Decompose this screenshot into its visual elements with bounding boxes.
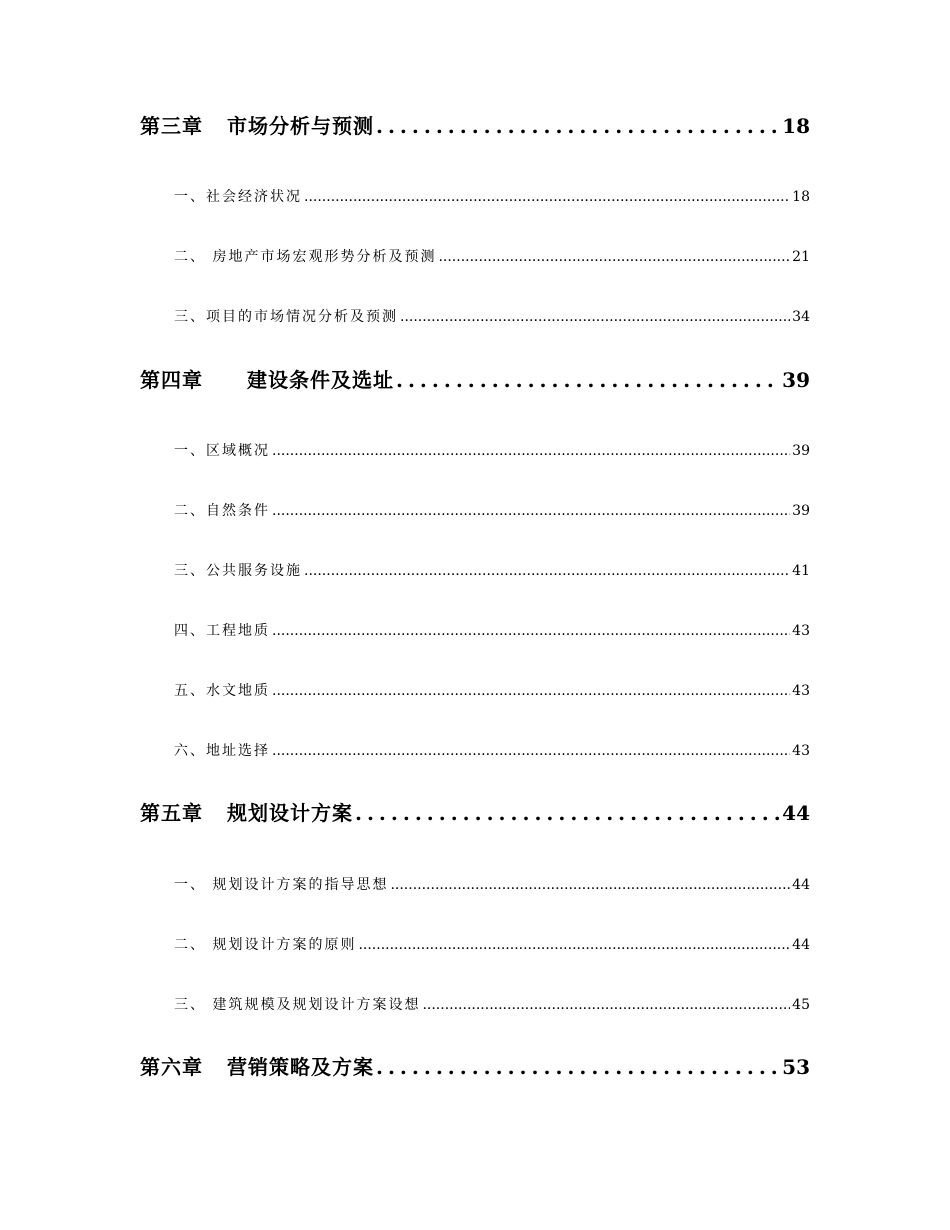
page-number: 39 — [792, 503, 810, 519]
section-label: 二、 规划设计方案的原则 — [174, 937, 357, 953]
section-label: 六、地址选择 — [174, 743, 270, 759]
section-label: 三、项目的市场情况分析及预测 — [174, 309, 398, 325]
chapter-number: 第六章 — [140, 1055, 203, 1079]
toc-section[interactable] — [174, 308, 810, 326]
toc-section[interactable] — [174, 876, 810, 894]
page-number: 43 — [792, 623, 810, 639]
toc-section[interactable] — [174, 936, 810, 954]
toc-chapter-3[interactable] — [140, 114, 810, 138]
dot-leader — [396, 368, 780, 392]
page-number: 18 — [782, 114, 810, 138]
chapter-number: 第三章 — [140, 114, 203, 138]
page-number: 44 — [782, 801, 810, 825]
toc-chapter-5[interactable] — [140, 801, 810, 825]
dot-leader — [376, 114, 780, 138]
toc-chapter-6[interactable] — [140, 1055, 810, 1079]
section-label: 三、 建筑规模及规划设计方案设想 — [174, 997, 421, 1013]
dot-leader — [376, 1055, 780, 1079]
toc-section[interactable] — [174, 442, 810, 460]
chapter-number: 第五章 — [140, 801, 203, 825]
page-number: 21 — [792, 249, 810, 265]
page-number: 39 — [782, 368, 810, 392]
dot-leader — [422, 996, 790, 1014]
page-number: 43 — [792, 683, 810, 699]
dot-leader — [390, 876, 790, 894]
toc-section[interactable] — [174, 188, 810, 206]
dot-leader — [272, 622, 790, 640]
dot-leader — [355, 801, 780, 825]
page-number: 45 — [792, 997, 810, 1013]
page-number: 34 — [792, 309, 810, 325]
toc-section[interactable] — [174, 622, 810, 640]
chapter-number: 第四章 — [140, 368, 203, 392]
page-number: 44 — [792, 877, 810, 893]
dot-leader — [438, 248, 790, 266]
chapter-title: 建设条件及选址 — [247, 368, 394, 392]
chapter-title: 规划设计方案 — [227, 801, 353, 825]
section-label: 四、工程地质 — [174, 623, 270, 639]
toc-chapter-4[interactable] — [140, 368, 810, 392]
dot-leader — [304, 562, 790, 580]
toc-section[interactable] — [174, 996, 810, 1014]
dot-leader — [272, 682, 790, 700]
toc-section[interactable] — [174, 248, 810, 266]
page-number: 39 — [792, 443, 810, 459]
dot-leader — [304, 188, 790, 206]
dot-leader — [272, 742, 790, 760]
section-label: 二、 房地产市场宏观形势分析及预测 — [174, 249, 437, 265]
page-number: 18 — [792, 189, 810, 205]
toc-section[interactable] — [174, 742, 810, 760]
section-label: 一、区域概况 — [174, 443, 270, 459]
section-label: 一、社会经济状况 — [174, 189, 302, 205]
section-label: 五、水文地质 — [174, 683, 270, 699]
toc-section[interactable] — [174, 502, 810, 520]
dot-leader — [400, 308, 790, 326]
toc-section[interactable] — [174, 682, 810, 700]
section-label: 一、 规划设计方案的指导思想 — [174, 877, 389, 893]
dot-leader — [272, 442, 790, 460]
dot-leader — [272, 502, 790, 520]
page-number: 43 — [792, 743, 810, 759]
chapter-title: 营销策略及方案 — [227, 1055, 374, 1079]
section-label: 二、自然条件 — [174, 503, 270, 519]
page-number: 41 — [792, 563, 810, 579]
page-number: 44 — [792, 937, 810, 953]
toc-section[interactable] — [174, 562, 810, 580]
dot-leader — [358, 936, 790, 954]
page-number: 53 — [782, 1055, 810, 1079]
section-label: 三、公共服务设施 — [174, 563, 302, 579]
chapter-title: 市场分析与预测 — [227, 114, 374, 138]
